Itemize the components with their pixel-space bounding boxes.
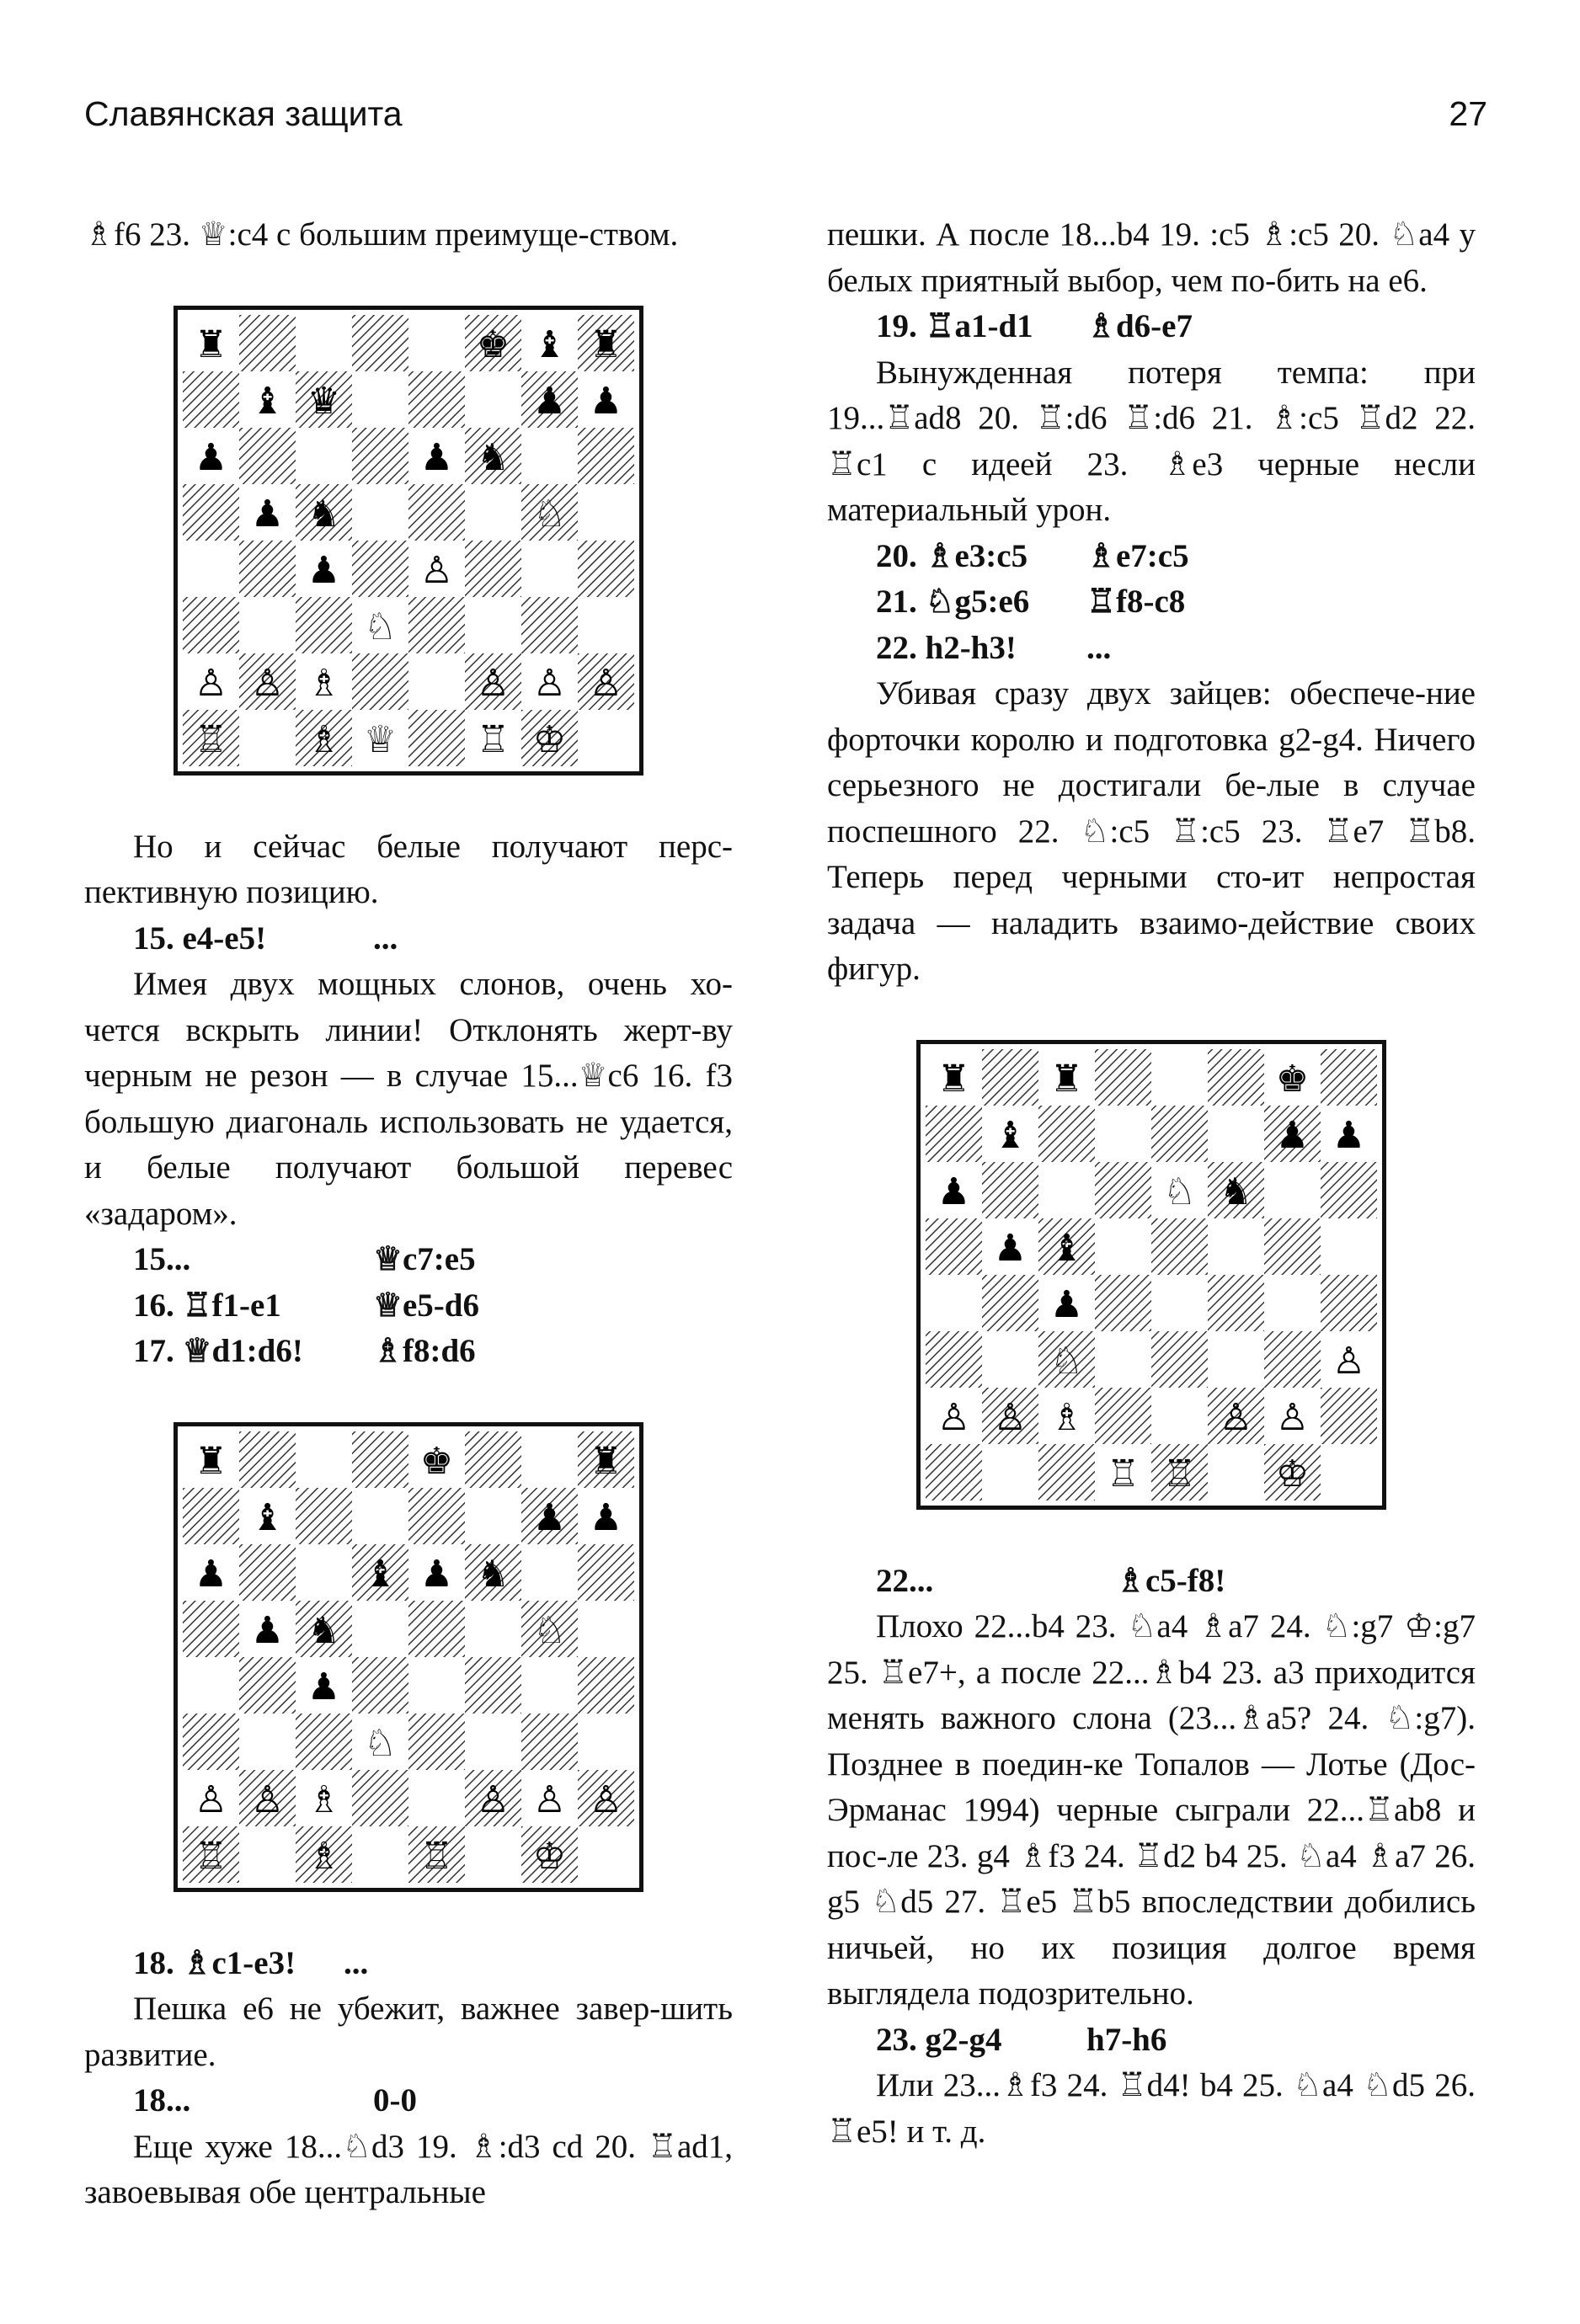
light-square <box>1264 1162 1321 1218</box>
dark-square <box>408 1714 465 1770</box>
paragraph: ♗f6 23. ♕:c4 с большим преимуще-ством. <box>84 216 679 253</box>
light-square <box>578 1826 634 1883</box>
chess-board <box>916 1040 1386 1510</box>
move-line <box>133 1941 733 1987</box>
chess-piece-a8: ♜ <box>937 1057 971 1101</box>
light-square <box>239 1714 296 1770</box>
right-column <box>827 212 1476 2155</box>
chess-piece-c1: ♗ <box>307 717 341 761</box>
chess-piece-h3: ♙ <box>1332 1339 1366 1383</box>
light-square <box>1095 1218 1151 1275</box>
light-square <box>1321 1218 1377 1275</box>
diagram-3-grid <box>926 1049 1377 1500</box>
dark-square <box>408 484 465 541</box>
light-square <box>465 1826 521 1883</box>
chess-piece-e1: ♖ <box>419 1834 454 1878</box>
dark-square <box>926 1444 982 1500</box>
white-move: 15. e4-e5! <box>133 919 267 957</box>
light-square <box>1151 1275 1208 1331</box>
chess-piece-e6: ♟ <box>419 435 454 479</box>
chess-piece-d1: ♕ <box>363 717 398 761</box>
dark-square <box>352 428 408 484</box>
dark-square <box>239 541 296 597</box>
chess-piece-c4: ♟ <box>1049 1282 1084 1326</box>
dark-square <box>578 1657 634 1714</box>
chess-piece-g7: ♟ <box>532 379 567 423</box>
chess-piece-e4: ♙ <box>419 548 454 592</box>
chess-piece-g8: ♝ <box>532 322 567 366</box>
dark-square <box>183 1714 239 1770</box>
chess-piece-b5: ♟ <box>250 492 285 536</box>
diagram-2 <box>84 1422 733 1892</box>
light-square <box>465 1601 521 1657</box>
dark-square <box>926 1218 982 1275</box>
chess-piece-f6: ♞ <box>476 435 510 479</box>
diagram-1-grid <box>183 315 634 766</box>
chess-piece-c5: ♞ <box>307 492 341 536</box>
running-title: Славянская защита <box>84 94 403 133</box>
chess-piece-g1: ♔ <box>532 1834 567 1878</box>
dark-square <box>352 541 408 597</box>
chess-piece-f2: ♙ <box>476 661 510 705</box>
white-move: 16. ♖f1-e1 <box>133 1287 281 1324</box>
light-square <box>1151 1388 1208 1444</box>
chess-piece-b5: ♟ <box>993 1226 1028 1270</box>
dark-square <box>239 1544 296 1601</box>
light-square <box>1151 1049 1208 1106</box>
dark-square <box>521 597 578 653</box>
dark-square <box>926 1106 982 1162</box>
light-square <box>465 597 521 653</box>
black-move: ... <box>1086 629 1112 666</box>
dark-square <box>1095 1388 1151 1444</box>
left-column <box>84 212 733 2216</box>
chess-piece-h7: ♟ <box>1332 1113 1366 1157</box>
chess-piece-f2: ♙ <box>1219 1395 1253 1439</box>
light-square <box>408 653 465 710</box>
dark-square <box>521 1714 578 1770</box>
black-move: ♗d6-e7 <box>1086 308 1193 344</box>
chess-piece-c2: ♗ <box>307 1778 341 1821</box>
dark-square <box>465 541 521 597</box>
chess-piece-e6: ♘ <box>1162 1170 1197 1213</box>
dark-square <box>183 1601 239 1657</box>
dark-square <box>578 428 634 484</box>
light-square <box>352 1826 408 1883</box>
light-square <box>352 1601 408 1657</box>
dark-square <box>1321 1162 1377 1218</box>
dark-square <box>465 1657 521 1714</box>
dark-square <box>1038 1444 1095 1500</box>
chess-piece-c3: ♘ <box>1049 1339 1084 1383</box>
chess-piece-f1: ♖ <box>476 717 510 761</box>
dark-square <box>578 1544 634 1601</box>
chess-piece-g7: ♟ <box>532 1495 567 1539</box>
chess-piece-a2: ♙ <box>194 661 228 705</box>
black-move: ... <box>344 1944 369 1981</box>
chess-piece-g5: ♘ <box>532 1608 567 1652</box>
chess-piece-h8: ♜ <box>589 1439 623 1483</box>
dark-square <box>1151 1331 1208 1388</box>
move-line <box>876 579 1476 626</box>
chess-piece-a2: ♙ <box>937 1395 971 1439</box>
chess-piece-b7: ♝ <box>250 1495 285 1539</box>
dark-square <box>408 710 465 766</box>
white-move: 17. ♕d1:d6! <box>133 1333 303 1369</box>
move-line <box>133 2078 733 2124</box>
chess-piece-c7: ♛ <box>307 379 341 423</box>
chess-piece-a2: ♙ <box>194 1778 228 1821</box>
dark-square <box>578 541 634 597</box>
light-square <box>521 1431 578 1488</box>
move-line <box>876 534 1476 580</box>
dark-square <box>352 1431 408 1488</box>
light-square <box>521 1657 578 1714</box>
chess-piece-c4: ♟ <box>307 548 341 592</box>
dark-square <box>352 315 408 371</box>
dark-square <box>183 371 239 428</box>
chess-piece-b2: ♙ <box>250 661 285 705</box>
dark-square <box>1151 1106 1208 1162</box>
light-square <box>578 710 634 766</box>
chess-piece-f8: ♚ <box>476 322 510 366</box>
chess-piece-h2: ♙ <box>589 1778 623 1821</box>
light-square <box>296 1544 352 1601</box>
light-square <box>408 315 465 371</box>
dark-square <box>352 1770 408 1826</box>
light-square <box>239 710 296 766</box>
diagram-1 <box>84 306 733 776</box>
light-square <box>521 541 578 597</box>
paragraph: Вынужденная потеря темпа: при 19...♖ad8 20. ♖:d6 ♖:d6 21. ♗:c5 ♖d2 22. ♖c1 с идеей 23. ♗e3 черные несли материальный урон. <box>827 354 1476 528</box>
move-line <box>876 626 1476 672</box>
chess-piece-c2: ♗ <box>307 661 341 705</box>
light-square <box>578 1714 634 1770</box>
move-line <box>133 1283 733 1330</box>
chess-piece-e6: ♟ <box>419 1552 454 1596</box>
white-move: 20. ♗e3:c5 <box>876 537 1028 574</box>
dark-square <box>926 1331 982 1388</box>
chess-piece-g1: ♔ <box>1275 1452 1310 1495</box>
light-square <box>578 597 634 653</box>
dark-square <box>239 1657 296 1714</box>
dark-square <box>296 1714 352 1770</box>
chess-piece-e8: ♚ <box>419 1439 454 1483</box>
dark-square <box>239 1431 296 1488</box>
chess-piece-h7: ♟ <box>589 1495 623 1539</box>
dark-square <box>1321 1275 1377 1331</box>
chess-piece-g2: ♙ <box>532 1778 567 1821</box>
dark-square <box>982 1049 1038 1106</box>
chess-board <box>173 306 643 776</box>
move-line <box>876 304 1476 350</box>
light-square <box>1038 1162 1095 1218</box>
black-move: ♗f8:d6 <box>373 1333 476 1369</box>
chess-piece-a1: ♖ <box>194 717 228 761</box>
light-square <box>296 315 352 371</box>
dark-square <box>183 597 239 653</box>
move-line <box>133 916 733 962</box>
paragraph: Плохо 22...b4 23. ♘a4 ♗a7 24. ♘:g7 ♔:g7 25. ♖e7+, а после 22...♗b4 23. a3 приходится менять важного слона (23...♗a5? 24. ♘:g7). Позднее в поедин-ке Топалов — Лотье (Дос-Эрманас 1994) черные сыграли 22...♖ab8 и пос-ле 23. g4 ♗f3 24. ♖d2 b4 25. ♘a4 ♗a7 26. g5 ♘d5 27. ♖e5 ♖b5 впоследствии добились ничьей, но их позиция долгое время выглядела подозрительно. <box>827 1608 1476 2012</box>
move-line <box>876 1559 1476 1605</box>
black-move: ♗e7:c5 <box>1086 537 1189 574</box>
chess-piece-b7: ♝ <box>993 1113 1028 1157</box>
chess-piece-a1: ♖ <box>194 1834 228 1878</box>
white-move: 19. ♖a1-d1 <box>876 308 1033 344</box>
dark-square <box>352 653 408 710</box>
chess-piece-a6: ♟ <box>194 1552 228 1596</box>
light-square <box>352 484 408 541</box>
dark-square <box>296 1488 352 1544</box>
white-move: 18... <box>133 2082 191 2119</box>
black-move: ♕c7:e5 <box>373 1241 476 1277</box>
light-square <box>239 597 296 653</box>
chess-piece-d1: ♖ <box>1106 1452 1140 1495</box>
light-square <box>183 541 239 597</box>
light-square <box>465 484 521 541</box>
chess-piece-b2: ♙ <box>250 1778 285 1821</box>
black-move: 0-0 <box>373 2082 417 2119</box>
move-line <box>133 1237 733 1283</box>
chess-piece-d6: ♝ <box>363 1552 398 1596</box>
light-square <box>926 1275 982 1331</box>
white-move: 18. ♗c1-e3! <box>133 1944 296 1981</box>
dark-square <box>1321 1388 1377 1444</box>
chess-piece-c1: ♗ <box>307 1834 341 1878</box>
light-square <box>408 1657 465 1714</box>
dark-square <box>239 428 296 484</box>
light-square <box>982 1444 1038 1500</box>
dark-square <box>1151 1218 1208 1275</box>
dark-square <box>1264 1218 1321 1275</box>
move-line <box>876 2018 1476 2064</box>
chess-piece-c8: ♜ <box>1049 1057 1084 1101</box>
light-square <box>1208 1331 1264 1388</box>
dark-square <box>408 597 465 653</box>
dark-square <box>1095 1275 1151 1331</box>
chess-piece-g2: ♙ <box>532 661 567 705</box>
light-square <box>408 1770 465 1826</box>
chess-piece-h2: ♙ <box>589 661 623 705</box>
light-square <box>578 484 634 541</box>
dark-square <box>296 597 352 653</box>
chess-piece-b2: ♙ <box>993 1395 1028 1439</box>
white-move: 15... <box>133 1241 191 1277</box>
dark-square <box>982 1162 1038 1218</box>
light-square <box>982 1331 1038 1388</box>
dark-square <box>982 1275 1038 1331</box>
chess-piece-e1: ♖ <box>1162 1452 1197 1495</box>
light-square <box>183 1657 239 1714</box>
light-square <box>1264 1275 1321 1331</box>
dark-square <box>1095 1162 1151 1218</box>
paragraph: Но и сейчас белые получают перс-пективную позицию. <box>84 828 733 910</box>
chess-piece-c5: ♞ <box>307 1608 341 1652</box>
dark-square <box>1208 1275 1264 1331</box>
dark-square <box>465 1431 521 1488</box>
dark-square <box>183 484 239 541</box>
light-square <box>578 1601 634 1657</box>
light-square <box>1321 1444 1377 1500</box>
page-number: 27 <box>1449 94 1487 133</box>
black-move: ♖f8-c8 <box>1086 584 1186 620</box>
chess-piece-b5: ♟ <box>250 1608 285 1652</box>
dark-square <box>183 1488 239 1544</box>
light-square <box>352 371 408 428</box>
white-move: 21. ♘g5:e6 <box>876 584 1030 620</box>
light-square <box>1095 1331 1151 1388</box>
black-move: h7-h6 <box>1086 2021 1167 2058</box>
chess-piece-a6: ♟ <box>937 1170 971 1213</box>
dark-square <box>1038 1106 1095 1162</box>
chess-piece-f6: ♞ <box>1219 1170 1253 1213</box>
dark-square <box>1095 1049 1151 1106</box>
dark-square <box>408 1488 465 1544</box>
light-square <box>296 1431 352 1488</box>
paragraph: пешки. А после 18...b4 19. :c5 ♗:c5 20. ♘a4 у белых приятный выбор, чем по-бить на e6. <box>827 216 1476 299</box>
light-square <box>352 1488 408 1544</box>
dark-square <box>352 1657 408 1714</box>
chess-piece-c5: ♝ <box>1049 1226 1084 1270</box>
chess-piece-a6: ♟ <box>194 435 228 479</box>
paragraph: Или 23...♗f3 24. ♖d4! b4 25. ♘a4 ♘d5 26. ♖e5! и т. д. <box>827 2067 1476 2150</box>
chess-piece-d3: ♘ <box>363 1721 398 1765</box>
light-square <box>465 1488 521 1544</box>
paragraph: Убивая сразу двух зайцев: обеспече-ние форточки королю и подготовка g2-g4. Ничего серьезного не достигали бе-лые в случае поспешного 22. ♘:c5 ♖:c5 23. ♖e7 ♖b8. Теперь перед черными сто-ит непростая задача — наладить взаимо-действие своих фигур. <box>827 675 1476 987</box>
chess-piece-a8: ♜ <box>194 1439 228 1483</box>
dark-square <box>408 371 465 428</box>
white-move: 22... <box>876 1562 934 1599</box>
chess-piece-a8: ♜ <box>194 322 228 366</box>
dark-square <box>1208 1049 1264 1106</box>
light-square <box>239 1826 296 1883</box>
chess-piece-f6: ♞ <box>476 1552 510 1596</box>
paragraph: Имея двух мощных слонов, очень хо-чется вскрыть линии! Отклонять жерт-ву черным не резон — в случае 15...♕c6 16. f3 большую диагональ использовать не удается, и белые получают большой перевес «задаром». <box>84 966 733 1232</box>
light-square <box>296 428 352 484</box>
white-move: 23. g2-g4 <box>876 2021 1002 2058</box>
chess-board <box>173 1422 643 1892</box>
dark-square <box>1321 1049 1377 1106</box>
light-square <box>521 428 578 484</box>
light-square <box>465 371 521 428</box>
chess-piece-g1: ♔ <box>532 717 567 761</box>
light-square <box>1208 1218 1264 1275</box>
light-square <box>1208 1444 1264 1500</box>
black-move: ♗c5-f8! <box>1116 1562 1226 1599</box>
black-move: ♕e5-d6 <box>373 1287 479 1324</box>
chess-piece-h8: ♜ <box>589 322 623 366</box>
light-square <box>1095 1106 1151 1162</box>
white-move: 22. h2-h3! <box>876 629 1017 666</box>
paragraph: Пешка e6 не убежит, важнее завер-шить развитие. <box>84 1991 733 2073</box>
dark-square <box>239 315 296 371</box>
black-move: ... <box>373 919 398 957</box>
chess-piece-d3: ♘ <box>363 605 398 648</box>
light-square <box>521 1544 578 1601</box>
dark-square <box>408 1601 465 1657</box>
chess-piece-f2: ♙ <box>476 1778 510 1821</box>
chess-piece-b7: ♝ <box>250 379 285 423</box>
chess-piece-g8: ♚ <box>1275 1057 1310 1101</box>
chess-piece-h7: ♟ <box>589 379 623 423</box>
chess-piece-g2: ♙ <box>1275 1395 1310 1439</box>
chess-piece-c4: ♟ <box>307 1665 341 1708</box>
diagram-3 <box>827 1040 1476 1510</box>
chess-piece-c2: ♗ <box>1049 1395 1084 1439</box>
diagram-2-grid <box>183 1431 634 1883</box>
dark-square <box>1264 1331 1321 1388</box>
chess-piece-g5: ♘ <box>532 492 567 536</box>
chess-piece-g7: ♟ <box>1275 1113 1310 1157</box>
light-square <box>465 1714 521 1770</box>
paragraph: Еще хуже 18...♘d3 19. ♗:d3 cd 20. ♖ad1, завоевывая обе центральные <box>84 2128 733 2210</box>
light-square <box>1208 1106 1264 1162</box>
move-line <box>133 1329 733 1375</box>
